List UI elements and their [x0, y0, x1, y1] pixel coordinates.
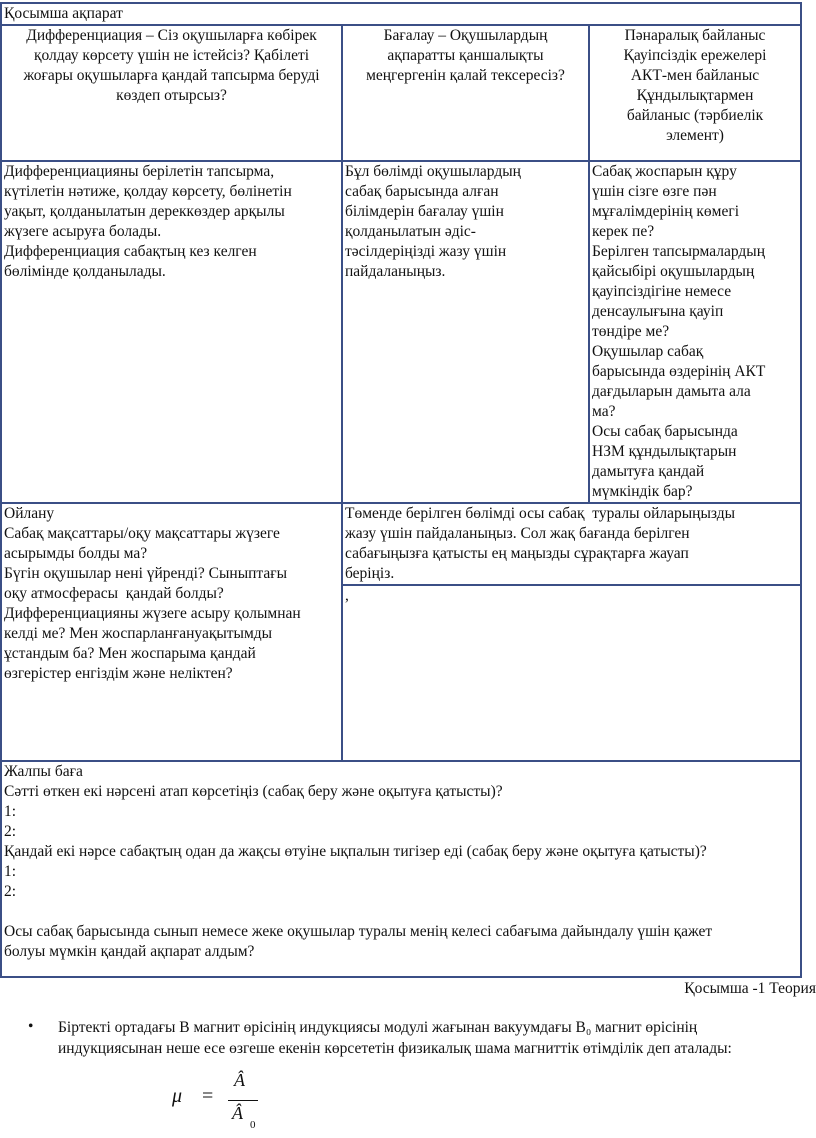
header-crosscurricular-cell — [589, 25, 801, 161]
appendix-title: Қосымша -1 Теория — [684, 980, 816, 997]
bullet-icon: • — [28, 1018, 34, 1035]
header-assessment-line: Бағалау – Оқушылардың — [383, 27, 548, 44]
crosscurricular-guidance-line: дағдыларын дамыта ала — [592, 383, 751, 400]
reflection-question-line: Сабақ мақсаттары/оқу мақсаттары жүзеге — [4, 525, 280, 542]
summary-spacer — [4, 902, 798, 922]
formula-subscript: 0 — [250, 1119, 256, 1131]
crosscurricular-guidance-line: мүмкіндік бар? — [592, 483, 693, 500]
header-crosscurricular-line: АКТ-мен байланыс — [630, 67, 760, 84]
reflection-question-line: асырымды болды ма? — [4, 545, 148, 562]
reflection-row — [1, 503, 801, 585]
header-differentiation-line: Дифференциация – Сіз оқушыларға көбірек — [26, 27, 317, 44]
guidance-row — [1, 161, 801, 503]
summary-heading: Жалпы баға — [4, 763, 83, 780]
crosscurricular-guidance-line: Берілген тапсырмалардың — [592, 243, 765, 260]
assessment-guidance-line: қолданылатын әдіс- — [345, 223, 476, 240]
summary-answer-slot: 2: — [4, 823, 17, 840]
theory-definition-line: индукциясынан неше есе өзгеше екенін көрсететін физикалық шама магниттік өтімділік деп аталады: — [58, 1040, 732, 1057]
summary-row — [1, 761, 801, 977]
crosscurricular-guidance-cell — [589, 161, 801, 503]
summary-question-line: Сәтті өткен екі нәрсені атап көрсетіңіз (сабақ беру және оқытуға қатысты)? — [4, 783, 503, 800]
crosscurricular-guidance-line: қайсыбірі оқушылардың — [592, 263, 755, 280]
crosscurricular-guidance-line: барысында өздерінің АКТ — [592, 363, 766, 380]
crosscurricular-guidance-line: денсаулығына қауіп — [592, 303, 724, 320]
crosscurricular-guidance-line: Осы сабақ барысында — [592, 423, 738, 440]
assessment-guidance-line: Бұл бөлімді оқушылардың — [345, 163, 521, 180]
header-differentiation-line: қолдау көрсету үшін не істейсіз? Қабілеті — [33, 47, 310, 64]
crosscurricular-guidance-line: ма? — [592, 403, 616, 420]
differentiation-guidance-line: бөлімінде қолданылады. — [4, 263, 166, 280]
header-crosscurricular-line: элемент) — [666, 127, 724, 144]
header-row — [1, 25, 801, 161]
crosscurricular-guidance-line: НЗМ құндылықтарын — [592, 443, 737, 460]
table-title: Қосымша ақпарат — [4, 5, 123, 22]
formula-numerator: Â — [234, 1070, 245, 1090]
summary-answer-slot: 2: — [4, 883, 17, 900]
header-differentiation-cell — [1, 25, 342, 161]
reflection-question-line: өзгерістер енгіздім және неліктен? — [4, 665, 233, 682]
crosscurricular-guidance-line: қауіпсіздігіне немесе — [592, 283, 732, 300]
differentiation-guidance-line: уақыт, қолданылатын дереккөздер арқылы — [4, 203, 285, 220]
differentiation-guidance-line: Дифференциацияны берілетін тапсырма, — [4, 163, 275, 180]
reflection-answer-text: , — [345, 587, 349, 604]
reflection-question-line: келді ме? Мен жоспарланғануақытымды — [4, 625, 273, 642]
crosscurricular-guidance-line: үшін сізге өзге пән — [592, 183, 717, 200]
crosscurricular-guidance-line: Сабақ жоспарын құру — [592, 163, 737, 180]
summary-question-line: болуы мүмкін қандай ақпарат алдым? — [4, 943, 255, 960]
formula-equals: = — [202, 1085, 214, 1107]
assessment-guidance-line: пайдаланыңыз. — [345, 263, 446, 280]
differentiation-guidance-cell — [1, 161, 342, 503]
formula-fraction-bar — [228, 1100, 258, 1101]
differentiation-guidance-line: Дифференциация сабақтың кез келген — [4, 243, 257, 260]
reflection-question-line: оқу атмосферасы қандай болды? — [4, 585, 224, 602]
reflection-instruction-line: жазу үшін пайдаланыңыз. Сол жақ бағанда берілген — [345, 525, 690, 542]
assessment-guidance-line: сабақ барысында алған — [345, 183, 499, 200]
header-crosscurricular-line: Пәнаралық байланыс — [624, 27, 766, 44]
formula-mu: μ — [172, 1085, 183, 1107]
header-crosscurricular-line: Құндылықтармен — [636, 87, 754, 104]
summary-question-line: Қандай екі нәрсе сабақтың одан да жақсы өтуіне ықпалын тигізер еді (сабақ беру және оқытуға қатысты)? — [4, 843, 707, 860]
header-assessment-line: меңгергенін қалай тексересіз? — [366, 67, 565, 84]
theory-definition-line: Біртекті ортадағы В магнит өрісінің индукциясы модулі жағынан вакуумдағы В₀ магнит өрісінің — [58, 1019, 698, 1036]
lesson-plan-table — [0, 2, 802, 978]
crosscurricular-guidance-line: керек пе? — [592, 223, 655, 240]
formula-denominator: Â — [232, 1103, 243, 1123]
summary-answer-slot: 1: — [4, 803, 17, 820]
reflection-question-line: ұстандым ба? Мен жоспарыма қандай — [4, 645, 256, 662]
header-crosscurricular-line: Қауіпсіздік ережелері — [623, 47, 767, 64]
header-differentiation-line: жоғары оқушыларға қандай тапсырма беруді — [23, 67, 320, 84]
reflection-question-line: Дифференциацияны жүзеге асыру қолымнан — [4, 605, 301, 622]
assessment-guidance-line: білімдерін бағалау үшін — [345, 203, 504, 220]
summary-question-line: Осы сабақ барысында сынып немесе жеке оқушылар туралы менің келесі сабағыма дайындалу үшін қажет — [4, 923, 713, 940]
reflection-instruction-line: беріңіз. — [345, 565, 395, 582]
header-assessment-cell — [342, 25, 589, 161]
reflection-question-line: Бүгін оқушылар нені үйренді? Сыныптағы — [4, 565, 288, 582]
header-crosscurricular-line: байланыс (тәрбиелік — [626, 107, 764, 124]
reflection-instruction-line: Төменде берілген бөлімді осы сабақ туралы ойларыңызды — [345, 505, 736, 522]
crosscurricular-guidance-line: мұғалімдерінің көмегі — [592, 203, 740, 220]
table-title-cell — [1, 3, 801, 25]
assessment-guidance-line: тәсілдеріңізді жазу үшін — [345, 243, 507, 260]
reflection-answer-cell[interactable] — [342, 585, 801, 761]
crosscurricular-guidance-line: Оқушылар сабақ — [592, 343, 704, 360]
summary-evaluation-cell — [1, 761, 801, 977]
reflection-instruction-line: сабағыңызға қатысты ең маңызды сұрақтарға жауап — [345, 545, 689, 562]
header-assessment-line: ақпаратты қаншалықты — [387, 47, 544, 64]
summary-answer-slot: 1: — [4, 863, 17, 880]
reflection-heading: Ойлану — [4, 505, 55, 522]
permeability-formula — [172, 1070, 282, 1132]
crosscurricular-guidance-line: төндіре ме? — [592, 323, 670, 340]
differentiation-guidance-line: күтілетін нәтиже, қолдау көрсету, бөлінетін — [4, 183, 292, 200]
reflection-questions-cell — [1, 503, 342, 761]
theory-definition — [58, 1017, 816, 1059]
reflection-instructions-cell — [342, 503, 801, 585]
assessment-guidance-cell — [342, 161, 589, 503]
differentiation-guidance-line: жүзеге асыруға болады. — [4, 223, 162, 240]
crosscurricular-guidance-line: дамытуға қандай — [592, 463, 705, 480]
header-differentiation-line: көздеп отырсыз? — [116, 87, 227, 104]
table-title-row — [1, 3, 801, 25]
